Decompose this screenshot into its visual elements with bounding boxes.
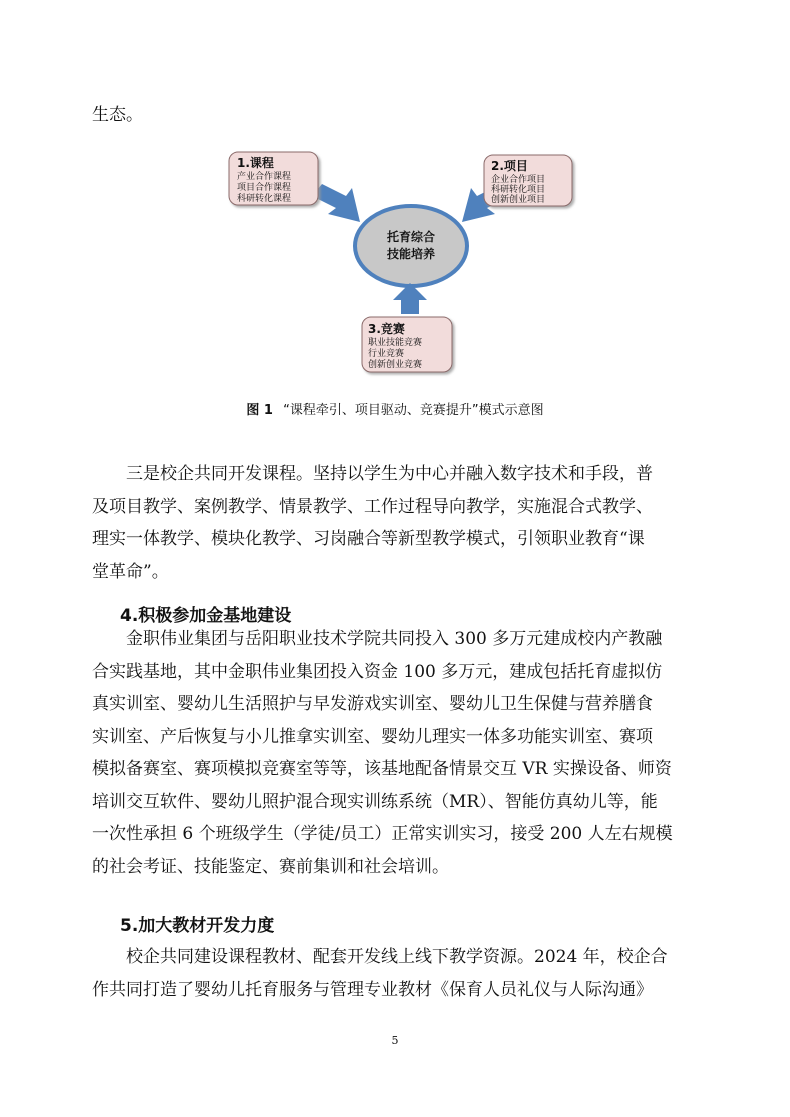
intro-text: 生态。 [92,105,143,125]
arrow-course-icon [312,184,360,222]
figure-caption-text: “课程牵引、项目驱动、竞赛提升”模式示意图 [283,403,544,418]
center-line1: 托育综合 [386,230,436,244]
text-line: 培训交互软件、婴幼儿照护混合现实训练系统（MR）、智能仿真幼儿等，能 [92,791,658,812]
mode-diagram [0,0,790,400]
paragraph-course-dev [92,458,712,588]
text-line: 堂革命”。 [92,561,169,582]
figure-label: 图 1 [246,403,273,418]
box-project [484,155,572,206]
box-contest-item: 行业竞赛 [368,349,405,359]
box-contest-item: 创新创业竞赛 [368,360,423,370]
text-line: 的社会考证、技能鉴定、赛前集训和社会培训。 [92,856,449,877]
text-line: 实训室、产后恢复与小儿推拿实训室、婴幼儿理实一体多功能实训室、赛项 [92,726,653,747]
text-line: 金职伟业集团与岳阳职业技术学院共同投入 300 多万元建成校内产教融 [126,629,663,649]
text-line: 真实训室、婴幼儿生活照护与早发游戏实训室、婴幼儿卫生保健与营养膳食 [92,694,653,714]
box-course-item: 项目合作课程 [237,183,292,193]
paragraph-base-construction [92,623,712,883]
section-heading-4: 4.积极参加金基地建设 [120,606,292,626]
box-course-item: 产业合作课程 [237,172,292,182]
box-project-item: 企业合作项目 [491,175,546,185]
text-line: 三是校企共同开发课程。坚持以学生为中心并融入数字技术和手段，普 [126,464,653,484]
center-line2: 技能培养 [386,247,436,261]
box-project-item: 创新创业项目 [491,195,546,205]
arrow-contest-icon [393,283,427,314]
text-line: 作共同打造了婴幼儿托育服务与管理专业教材《保育人员礼仪与人际沟通》 [92,979,653,1000]
text-line: 校企共同建设课程教材、配套开发线上线下教学资源。2024 年，校企合 [126,947,668,967]
text-line: 一次性承担 6 个班级学生（学徒/员工）正常实训实习，接受 200 人左右规模 [92,824,673,844]
box-project-item: 科研转化项目 [491,185,546,195]
text-line: 理实一体教学、模块化教学、习岗融合等新型教学模式，引领职业教育“课 [92,529,645,549]
paragraph-textbook-dev [92,941,712,1006]
center-ellipse [355,206,467,286]
box-contest-item: 职业技能竞赛 [368,338,423,348]
section-heading-5: 5.加大教材开发力度 [120,916,275,936]
text-line: 模拟备赛室、赛项模拟竞赛室等等，该基地配备情景交互 VR 实操设备、师资 [92,759,672,779]
box-course-title: 1.课程 [237,156,274,170]
box-course [229,152,318,205]
box-contest [362,317,452,372]
text-line: 合实践基地，其中金职伟业集团投入资金 100 多万元，建成包括托育虚拟仿 [92,661,663,682]
page-number: 5 [391,1034,399,1047]
text-line: 及项目教学、案例教学、情景教学、工作过程导向教学，实施混合式教学、 [92,496,653,517]
box-contest-title: 3.竞赛 [368,322,405,336]
box-course-item: 科研转化课程 [237,194,292,204]
figure-caption [0,399,790,418]
box-project-title: 2.项目 [491,159,528,173]
